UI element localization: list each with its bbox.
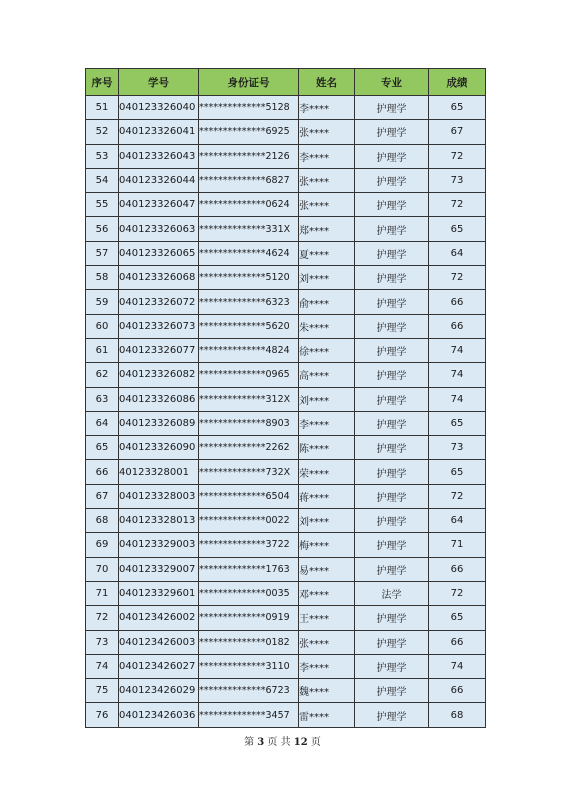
score-table — [85, 68, 486, 728]
cell-name: 张**** — [299, 168, 355, 192]
cell-seq: 67 — [86, 484, 119, 508]
table-row — [86, 679, 486, 703]
cell-name: 刘**** — [299, 266, 355, 290]
footer-suffix: 页 — [310, 737, 321, 748]
cell-name: 俞**** — [299, 290, 355, 314]
cell-student-id: 040123326072 — [119, 290, 199, 314]
cell-id-number: **************0965 — [199, 363, 299, 387]
cell-student-id: 040123426036 — [119, 703, 199, 727]
cell-score: 71 — [429, 533, 486, 557]
cell-id-number: **************8903 — [199, 411, 299, 435]
footer-prefix: 第 — [244, 737, 255, 748]
cell-student-id: 040123426003 — [119, 630, 199, 654]
cell-id-number: **************0919 — [199, 606, 299, 630]
table-row — [86, 338, 486, 362]
cell-seq: 53 — [86, 144, 119, 168]
cell-name: 蒋**** — [299, 484, 355, 508]
cell-score: 65 — [429, 96, 486, 120]
cell-student-id: 040123426029 — [119, 679, 199, 703]
cell-id-number: **************1763 — [199, 557, 299, 581]
cell-id-number: **************2126 — [199, 144, 299, 168]
header-id-number: 身份证号 — [199, 69, 299, 96]
cell-seq: 57 — [86, 241, 119, 265]
cell-major: 护理学 — [355, 679, 429, 703]
table-row — [86, 411, 486, 435]
cell-seq: 60 — [86, 314, 119, 338]
cell-id-number: **************4824 — [199, 338, 299, 362]
cell-seq: 69 — [86, 533, 119, 557]
cell-score: 72 — [429, 581, 486, 605]
cell-id-number: **************2262 — [199, 436, 299, 460]
table-row — [86, 484, 486, 508]
cell-seq: 61 — [86, 338, 119, 362]
table-row — [86, 193, 486, 217]
page-footer — [0, 733, 565, 748]
cell-major: 护理学 — [355, 266, 429, 290]
cell-name: 徐**** — [299, 338, 355, 362]
cell-major: 护理学 — [355, 144, 429, 168]
cell-major: 法学 — [355, 581, 429, 605]
cell-id-number: **************0022 — [199, 509, 299, 533]
table-row — [86, 387, 486, 411]
cell-seq: 58 — [86, 266, 119, 290]
cell-id-number: **************6723 — [199, 679, 299, 703]
cell-major: 护理学 — [355, 314, 429, 338]
cell-name: 高**** — [299, 363, 355, 387]
cell-seq: 72 — [86, 606, 119, 630]
cell-score: 74 — [429, 387, 486, 411]
cell-id-number: **************3457 — [199, 703, 299, 727]
cell-major: 护理学 — [355, 387, 429, 411]
header-seq: 序号 — [86, 69, 119, 96]
cell-seq: 64 — [86, 411, 119, 435]
cell-name: 陈**** — [299, 436, 355, 460]
table-row — [86, 314, 486, 338]
cell-score: 64 — [429, 509, 486, 533]
cell-name: 李**** — [299, 96, 355, 120]
cell-major: 护理学 — [355, 557, 429, 581]
table-body — [86, 96, 486, 728]
cell-student-id: 040123326043 — [119, 144, 199, 168]
cell-name: 刘**** — [299, 387, 355, 411]
cell-score: 66 — [429, 679, 486, 703]
cell-id-number: **************312X — [199, 387, 299, 411]
cell-major: 护理学 — [355, 168, 429, 192]
table-row — [86, 703, 486, 727]
cell-student-id: 040123426027 — [119, 654, 199, 678]
footer-middle: 页 共 — [267, 737, 291, 748]
cell-major: 护理学 — [355, 363, 429, 387]
footer-total-pages: 12 — [293, 737, 308, 748]
cell-id-number: **************4624 — [199, 241, 299, 265]
cell-name: 易**** — [299, 557, 355, 581]
cell-id-number: **************6504 — [199, 484, 299, 508]
cell-major: 护理学 — [355, 460, 429, 484]
cell-score: 65 — [429, 460, 486, 484]
table-row — [86, 436, 486, 460]
table-row — [86, 630, 486, 654]
cell-seq: 63 — [86, 387, 119, 411]
cell-major: 护理学 — [355, 338, 429, 362]
cell-major: 护理学 — [355, 436, 429, 460]
cell-student-id: 40123328001 — [119, 460, 199, 484]
cell-score: 72 — [429, 144, 486, 168]
cell-score: 74 — [429, 363, 486, 387]
cell-student-id: 040123326082 — [119, 363, 199, 387]
cell-name: 刘**** — [299, 509, 355, 533]
table-row — [86, 144, 486, 168]
cell-id-number: **************0182 — [199, 630, 299, 654]
cell-name: 邓**** — [299, 581, 355, 605]
table-row — [86, 363, 486, 387]
cell-score: 66 — [429, 557, 486, 581]
table-row — [86, 654, 486, 678]
cell-id-number: **************6925 — [199, 120, 299, 144]
cell-score: 67 — [429, 120, 486, 144]
cell-seq: 65 — [86, 436, 119, 460]
cell-score: 66 — [429, 290, 486, 314]
cell-student-id: 040123326089 — [119, 411, 199, 435]
cell-major: 护理学 — [355, 509, 429, 533]
cell-name: 张**** — [299, 193, 355, 217]
cell-name: 李**** — [299, 411, 355, 435]
cell-student-id: 040123326068 — [119, 266, 199, 290]
cell-score: 64 — [429, 241, 486, 265]
cell-name: 夏**** — [299, 241, 355, 265]
cell-student-id: 040123326086 — [119, 387, 199, 411]
header-major: 专业 — [355, 69, 429, 96]
cell-major: 护理学 — [355, 120, 429, 144]
cell-major: 护理学 — [355, 193, 429, 217]
table-row — [86, 120, 486, 144]
table-row — [86, 581, 486, 605]
cell-name: 张**** — [299, 120, 355, 144]
cell-id-number: **************5128 — [199, 96, 299, 120]
table-row — [86, 96, 486, 120]
cell-student-id: 040123329601 — [119, 581, 199, 605]
cell-seq: 68 — [86, 509, 119, 533]
cell-major: 护理学 — [355, 703, 429, 727]
cell-student-id: 040123326044 — [119, 168, 199, 192]
cell-score: 72 — [429, 266, 486, 290]
cell-seq: 56 — [86, 217, 119, 241]
cell-student-id: 040123329007 — [119, 557, 199, 581]
cell-student-id: 040123326090 — [119, 436, 199, 460]
cell-name: 李**** — [299, 144, 355, 168]
cell-score: 72 — [429, 193, 486, 217]
cell-student-id: 040123328003 — [119, 484, 199, 508]
cell-id-number: **************6827 — [199, 168, 299, 192]
cell-name: 李**** — [299, 654, 355, 678]
cell-major: 护理学 — [355, 96, 429, 120]
cell-student-id: 040123326073 — [119, 314, 199, 338]
table-row — [86, 533, 486, 557]
cell-score: 65 — [429, 217, 486, 241]
cell-major: 护理学 — [355, 290, 429, 314]
cell-id-number: **************5120 — [199, 266, 299, 290]
cell-seq: 75 — [86, 679, 119, 703]
cell-name: 张**** — [299, 630, 355, 654]
cell-seq: 51 — [86, 96, 119, 120]
cell-name: 雷**** — [299, 703, 355, 727]
cell-student-id: 040123326047 — [119, 193, 199, 217]
cell-id-number: **************0624 — [199, 193, 299, 217]
cell-id-number: **************3722 — [199, 533, 299, 557]
cell-major: 护理学 — [355, 606, 429, 630]
cell-major: 护理学 — [355, 217, 429, 241]
cell-name: 王**** — [299, 606, 355, 630]
cell-id-number: **************6323 — [199, 290, 299, 314]
cell-student-id: 040123329003 — [119, 533, 199, 557]
cell-id-number: **************5620 — [199, 314, 299, 338]
cell-id-number: **************732X — [199, 460, 299, 484]
cell-student-id: 040123326065 — [119, 241, 199, 265]
cell-seq: 66 — [86, 460, 119, 484]
cell-seq: 71 — [86, 581, 119, 605]
cell-score: 68 — [429, 703, 486, 727]
table-row — [86, 290, 486, 314]
cell-major: 护理学 — [355, 484, 429, 508]
cell-major: 护理学 — [355, 411, 429, 435]
cell-seq: 55 — [86, 193, 119, 217]
cell-seq: 52 — [86, 120, 119, 144]
cell-seq: 76 — [86, 703, 119, 727]
cell-seq: 62 — [86, 363, 119, 387]
cell-seq: 74 — [86, 654, 119, 678]
cell-score: 73 — [429, 436, 486, 460]
cell-score: 66 — [429, 314, 486, 338]
cell-score: 65 — [429, 606, 486, 630]
cell-name: 魏**** — [299, 679, 355, 703]
cell-id-number: **************3110 — [199, 654, 299, 678]
cell-student-id: 040123326041 — [119, 120, 199, 144]
table-row — [86, 217, 486, 241]
cell-seq: 59 — [86, 290, 119, 314]
table-row — [86, 168, 486, 192]
header-row — [86, 69, 486, 96]
cell-score: 72 — [429, 484, 486, 508]
cell-score: 73 — [429, 168, 486, 192]
cell-score: 66 — [429, 630, 486, 654]
header-score: 成绩 — [429, 69, 486, 96]
cell-major: 护理学 — [355, 630, 429, 654]
cell-major: 护理学 — [355, 241, 429, 265]
cell-score: 74 — [429, 654, 486, 678]
cell-seq: 73 — [86, 630, 119, 654]
table-row — [86, 606, 486, 630]
header-name: 姓名 — [299, 69, 355, 96]
cell-name: 朱**** — [299, 314, 355, 338]
cell-student-id: 040123326077 — [119, 338, 199, 362]
table-row — [86, 241, 486, 265]
cell-seq: 70 — [86, 557, 119, 581]
table-row — [86, 460, 486, 484]
cell-score: 65 — [429, 411, 486, 435]
footer-current-page: 3 — [257, 737, 265, 748]
cell-id-number: **************331X — [199, 217, 299, 241]
cell-student-id: 040123328013 — [119, 509, 199, 533]
cell-student-id: 040123426002 — [119, 606, 199, 630]
table-row — [86, 509, 486, 533]
cell-student-id: 040123326040 — [119, 96, 199, 120]
cell-seq: 54 — [86, 168, 119, 192]
table-row — [86, 266, 486, 290]
cell-name: 郑**** — [299, 217, 355, 241]
cell-major: 护理学 — [355, 654, 429, 678]
cell-student-id: 040123326063 — [119, 217, 199, 241]
cell-major: 护理学 — [355, 533, 429, 557]
table-row — [86, 557, 486, 581]
cell-score: 74 — [429, 338, 486, 362]
cell-id-number: **************0035 — [199, 581, 299, 605]
table-header — [86, 69, 486, 96]
header-student-id: 学号 — [119, 69, 199, 96]
cell-name: 荣**** — [299, 460, 355, 484]
cell-name: 梅**** — [299, 533, 355, 557]
